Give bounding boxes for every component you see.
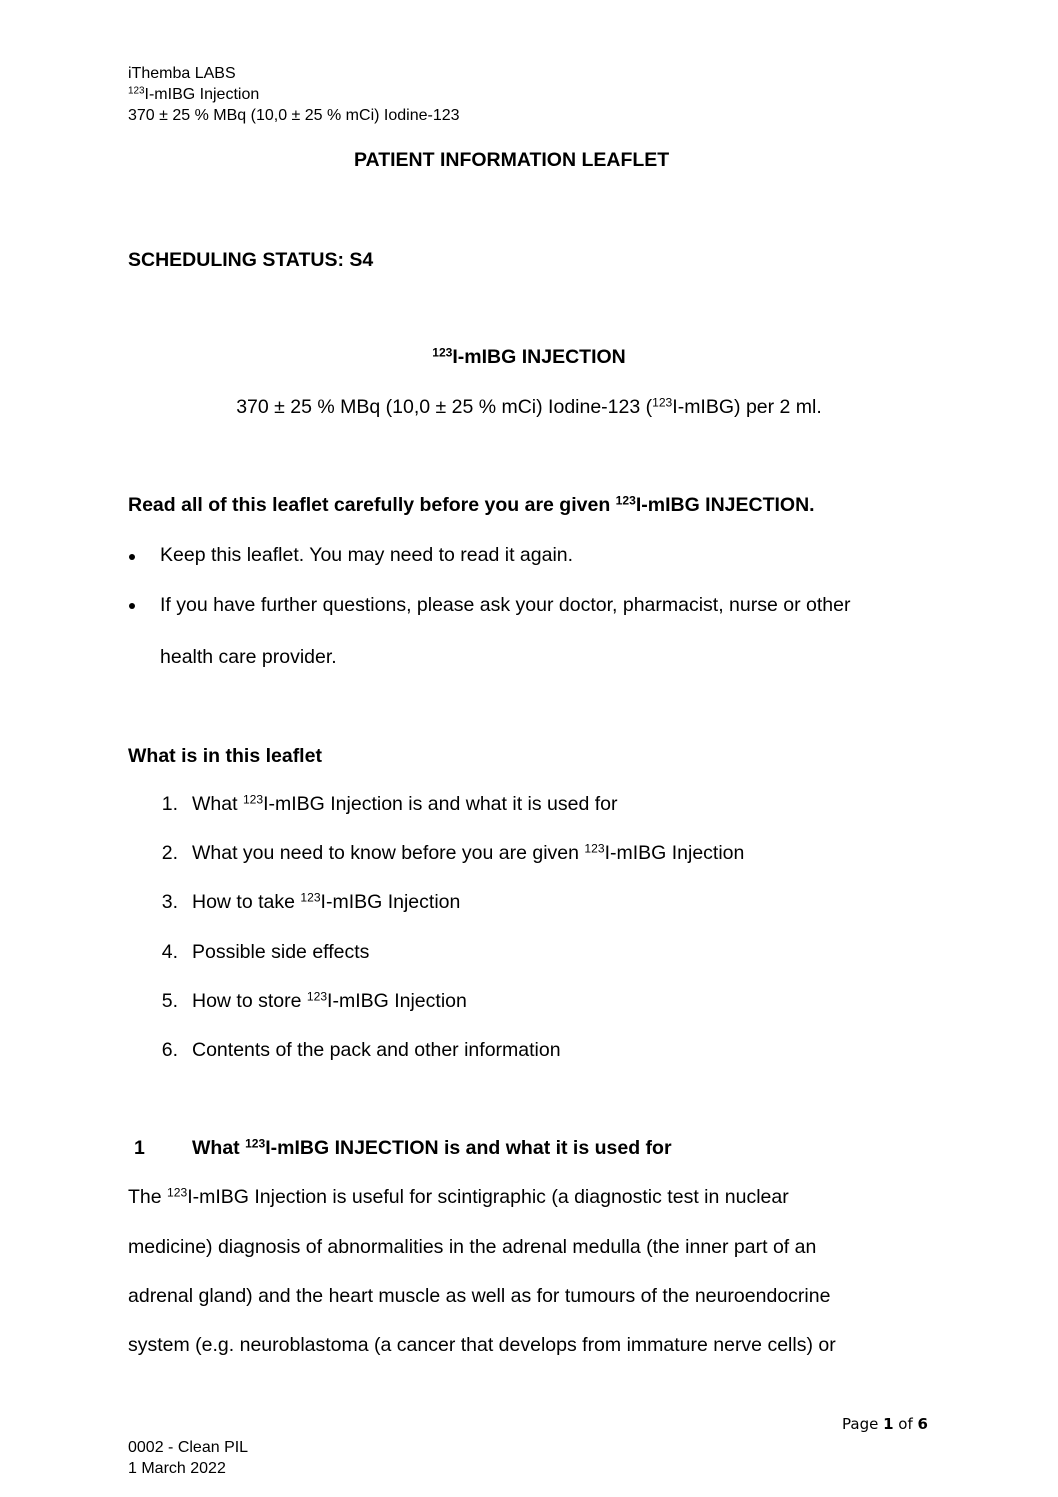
company-name: iThemba LABS: [128, 65, 236, 82]
contents-item: 6. Contents of the pack and other information: [161, 1039, 561, 1061]
contents-item: 4. Possible side effects: [161, 941, 370, 963]
bullet-item: If you have further questions, please ask your doctor, pharmacist, nurse or other: [160, 594, 851, 616]
contents-item: 2. What you need to know before you are given $^{123}$I-mIBG Injection: [161, 841, 745, 864]
bullet-dot: [129, 603, 135, 609]
page-title: PATIENT INFORMATION LEAFLET: [354, 149, 670, 171]
product-strength: 370 ± 25 % MBq (10,0 ± 25 % mCi) Iodine-123 ($^{123}$I-mIBG) per 2 ml.: [236, 395, 822, 418]
product-name: $^{123}$I-mIBG INJECTION: [432, 345, 626, 368]
page-number: Page 1 of 6: [842, 1415, 928, 1433]
contents-item: 3. How to take $^{123}$I-mIBG Injection: [161, 890, 461, 913]
header-activity: 370 ± 25 % MBq (10,0 ± 25 % mCi) Iodine-123: [128, 107, 460, 124]
body-line: system (e.g. neuroblastoma (a cancer that develops from immature nerve cells) or: [128, 1334, 836, 1356]
document-reference: 0002 - Clean PIL: [128, 1439, 249, 1456]
bullet-item-continued: health care provider.: [160, 646, 337, 668]
scheduling-status: SCHEDULING STATUS: S4: [128, 249, 374, 271]
header-product-line: $^{123}$I-mIBG Injection: [128, 85, 260, 103]
document-date: 1 March 2022: [128, 1460, 226, 1477]
read-notice: Read all of this leaflet carefully before you are given $^{123}$I-mIBG INJECTION.: [128, 493, 815, 516]
section-1-number: 1: [134, 1137, 145, 1159]
bullet-item: Keep this leaflet. You may need to read it again.: [160, 544, 574, 566]
bullet-dot: [129, 554, 135, 560]
contents-heading: What is in this leaflet: [128, 745, 322, 767]
body-line: adrenal gland) and the heart muscle as well as for tumours of the neuroendocrine: [128, 1285, 831, 1307]
contents-item: 5. How to store $^{123}$I-mIBG Injection: [161, 989, 467, 1012]
body-line: The $^{123}$I-mIBG Injection is useful for scintigraphic (a diagnostic test in nuclear: [128, 1185, 789, 1208]
body-line: medicine) diagnosis of abnormalities in the adrenal medulla (the inner part of an: [128, 1236, 817, 1258]
section-1-heading: What $^{123}$I-mIBG INJECTION is and what it is used for: [192, 1136, 672, 1159]
contents-item: 1. What $^{123}$I-mIBG Injection is and what it is used for: [161, 792, 618, 815]
